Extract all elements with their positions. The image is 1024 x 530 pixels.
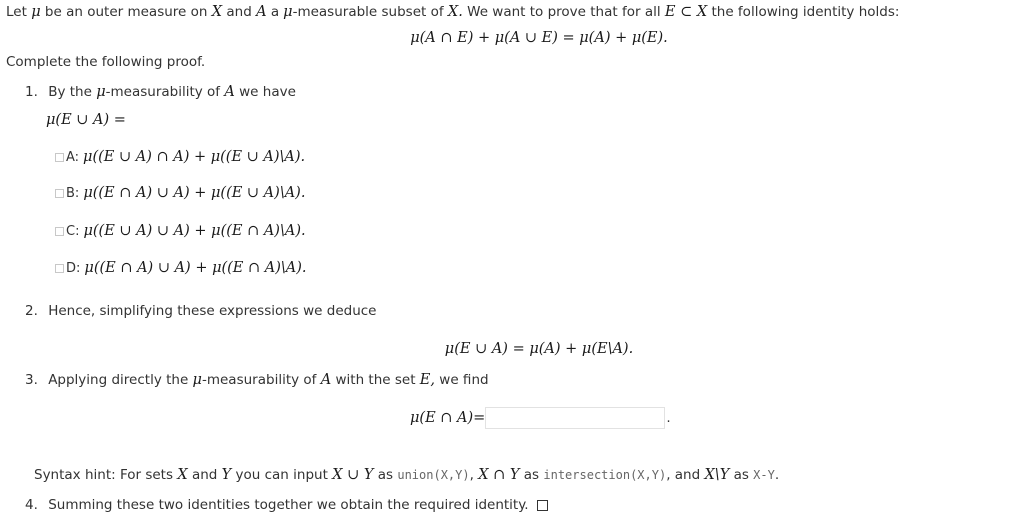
hint-text: , [469, 467, 474, 483]
intro-text: -measurable subset of [292, 4, 444, 20]
step-2-identity: μ(E ∪ A) = μ(A) + μ(E\A). [444, 341, 634, 357]
set-x: X [177, 467, 188, 483]
step-text: we find [439, 372, 489, 388]
step-text: -measurability of [201, 372, 317, 388]
intro-text: We want to prove that for all [467, 4, 661, 20]
difference-code: X-Y [753, 468, 775, 482]
choice-b[interactable] [55, 185, 305, 201]
choice-checkbox[interactable] [55, 189, 64, 198]
step-3 [25, 372, 489, 388]
condition-math: E ⊂ X [664, 4, 708, 20]
intersection-math: X ∩ Y [478, 467, 520, 483]
choice-letter: B: [66, 185, 80, 201]
hint-text: you can input [235, 467, 328, 483]
choice-letter: A: [66, 149, 80, 165]
choice-expression: μ((E ∩ A) ∪ A) + μ((E ∪ A)\A). [83, 185, 306, 201]
intro-text: and [226, 4, 252, 20]
hint-text: and [191, 467, 218, 483]
hint-text: as [377, 467, 394, 483]
main-identity: μ(A ∩ E) + μ(A ∪ E) = μ(A) + μ(E). [410, 30, 668, 46]
mu-symbol: μ [96, 84, 106, 100]
intro-text: the following identity holds: [711, 4, 900, 20]
hint-text: , and [666, 467, 701, 483]
step-text: Summing these two identities together we obtain the required identity. [48, 497, 529, 513]
step-3-lhs: μ(E ∩ A)= [410, 410, 486, 426]
choice-checkbox[interactable] [55, 153, 64, 162]
set-a: A [320, 372, 332, 388]
step-text: Hence, simplifying these expressions we deduce [48, 303, 377, 319]
step-1-lhs: μ(E ∪ A) = [46, 112, 126, 128]
mu-symbol: μ [31, 4, 41, 20]
choice-expression: μ((E ∪ A) ∪ A) + μ((E ∩ A)\A). [83, 223, 306, 239]
union-code: union(X,Y) [397, 468, 470, 482]
intro-text: a [270, 4, 280, 20]
step-text: we have [239, 84, 296, 100]
set-e: E, [419, 372, 435, 388]
step-number: 2. [25, 303, 38, 319]
choice-a[interactable] [55, 149, 305, 165]
hint-text: Syntax hint: For sets [34, 467, 174, 483]
step-number: 1. [25, 84, 38, 100]
choice-letter: C: [66, 223, 80, 239]
intro-line [6, 4, 899, 20]
step-number: 4. [25, 497, 38, 513]
step-1 [25, 84, 296, 100]
qed-icon [537, 500, 548, 511]
choice-expression: μ((E ∪ A) ∩ A) + μ((E ∪ A)\A). [83, 149, 306, 165]
hint-text: . [774, 467, 780, 483]
set-y: Y [221, 467, 232, 483]
step-text: -measurability of [105, 84, 221, 100]
choice-checkbox[interactable] [55, 227, 64, 236]
period: . [666, 410, 671, 426]
answer-input[interactable] [485, 407, 665, 429]
choice-letter: D: [66, 260, 81, 276]
intersection-code: intersection(X,Y) [543, 468, 667, 482]
choice-c[interactable] [55, 223, 306, 239]
mu-symbol: μ [283, 4, 293, 20]
mu-symbol: μ [192, 372, 202, 388]
set-a: A [256, 4, 267, 20]
set-x: X. [447, 4, 463, 20]
choice-d[interactable] [55, 260, 307, 276]
set-x: X [211, 4, 223, 20]
instruction-text: Complete the following proof. [6, 54, 206, 70]
step-3-answer-row [410, 407, 671, 429]
step-number: 3. [25, 372, 38, 388]
choice-checkbox[interactable] [55, 264, 64, 273]
syntax-hint [34, 467, 779, 483]
step-4 [25, 497, 548, 513]
step-2 [25, 303, 377, 319]
step-text: Applying directly the [48, 372, 189, 388]
intro-text: be an outer measure on [44, 4, 208, 20]
difference-math: X\Y [704, 467, 730, 483]
hint-text: as [733, 467, 749, 483]
choice-expression: μ((E ∩ A) ∪ A) + μ((E ∩ A)\A). [84, 260, 307, 276]
step-text: By the [48, 84, 92, 100]
set-a: A [224, 84, 235, 100]
union-math: X ∪ Y [332, 467, 374, 483]
intro-text: Let [6, 4, 27, 20]
step-text: with the set [335, 372, 416, 388]
hint-text: as [523, 467, 540, 483]
